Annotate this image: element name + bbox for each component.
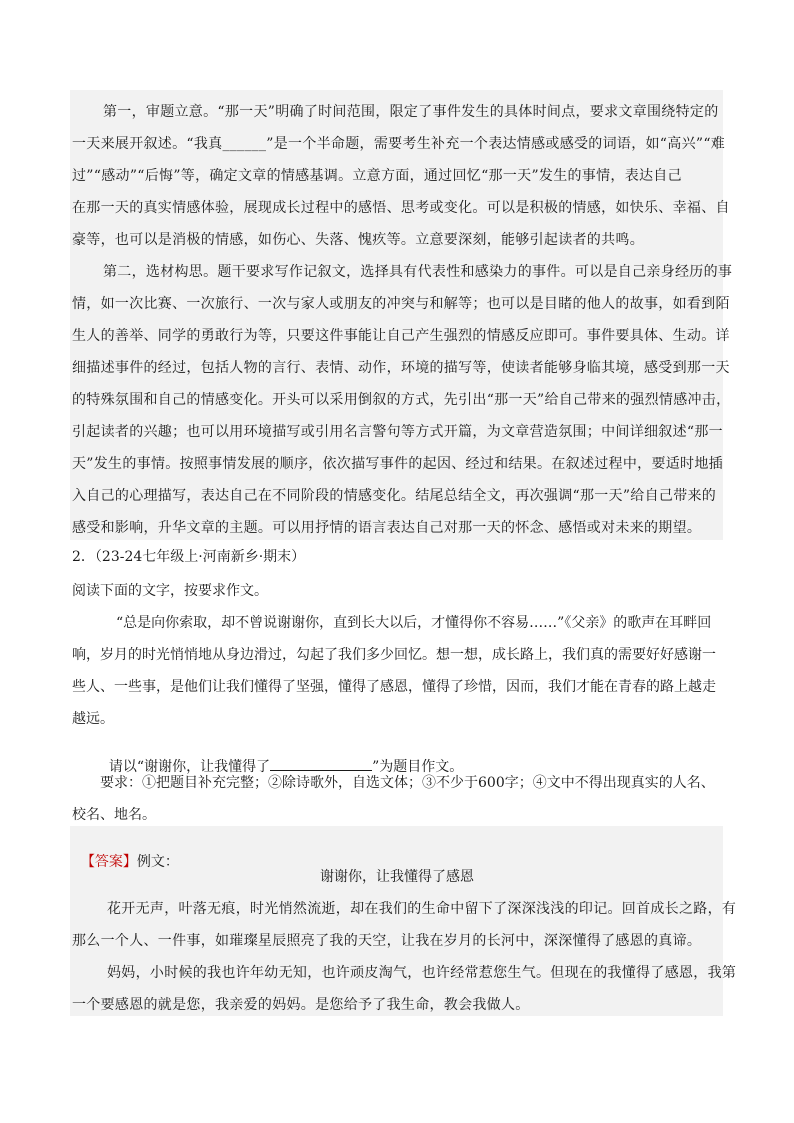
answer-label: 【答案】 [80,854,137,870]
question-prompt [100,740,463,776]
text-line: 细描述事件的经过，包括人物的言行、表情、动作，环境的描写等，使读者能够身临其境，感受到那一天 [72,360,730,376]
text-line: 情，如一次比赛、一次旅行、一次与家人或朋友的冲突与和解等；也可以是目睹的他人的故事，如看到陌 [72,296,730,312]
question-instruction: 阅读下面的文字，按要求作文。 [72,583,268,599]
text-line: 感受和影响，升华文章的主题。可以用抒情的语言表达自己对那一天的怀念、感悟或对未来的期望。 [72,520,702,536]
text-line: 一个要感恩的就是您，我亲爱的妈妈。是您给予了我生命，教会我做人。 [72,997,530,1013]
text-line: 天”发生的事情。按照事情发展的顺序，依次描写事件的起因、经过和结果。在叙述过程中，要适时地插 [72,456,723,472]
text-line: 引起读者的兴趣；也可以用环境描写或引用名言警句等方式开篇，为文章营造氛围；中间详细叙述“那一 [72,424,723,440]
text-line: “总是向你索取，却不曾说谢谢你，直到长大以后，才懂得你不容易……”《父亲》的歌声在耳畔回 [116,615,712,631]
text-line: 一天来展开叙述。“我真______”是一个半命题，需要考生补充一个表达情感或感受的词语，如“高兴”“难 [72,136,726,152]
text-line: 花开无声，叶落无痕，时光悄然流逝，却在我们的生命中留下了深深浅浅的印记。回首成长之路，有 [107,901,737,917]
text-line: 些人、一些事，是他们让我们懂得了坚强，懂得了感恩，懂得了珍惜，因而，我们才能在青春的路上越走 [72,679,716,695]
prompt-suffix: ”为题目作文。 [372,759,464,775]
text-line: 在那一天的真实情感体验，展现成长过程中的感悟、思考或变化。可以是积极的情感，如快乐、幸福、自 [72,200,730,216]
text-line: 入自己的心理描写，表达自己在不同阶段的情感变化。结尾总结全文，再次强调“那一天”给自己带来的 [72,488,717,504]
text-line: 妈妈，小时候的我也许年幼无知，也许顽皮淘气，也许经常惹您生气。但现在的我懂得了感恩，我第 [107,965,737,981]
text-line: 生人的善举、同学的勇敢行为等，只要这件事能让自己产生强烈的情感反应即可。事件要具体、生动。详 [72,328,730,344]
question-number: 2．（23-24七年级上·河南新乡·期末） [72,549,306,565]
text-line: 响，岁月的时光悄悄地从身边滑过，勾起了我们多少回忆。想一想，成长路上，我们真的需要好好感谢一 [72,647,716,663]
text-line: 过”“感动”“后悔”等，确定文章的情感基调。立意方面，通过回忆“那一天”发生的事情，表达自己 [72,168,682,184]
text-line: 校名、地名。 [72,807,156,823]
answer-blank [270,770,372,771]
prompt-prefix: 请以“谢谢你，让我懂得了 [108,759,271,775]
text-line: 要求：①把题目补充完整；②除诗歌外，自选文体；③不少于600字；④文中不得出现真实的人名、 [100,775,715,791]
text-line: 越远。 [72,711,114,727]
answer-label-suffix: 例文： [136,854,179,870]
text-line: 的特殊氛围和自己的情感变化。开头可以采用倒叙的方式，先引出“那一天”给自己带来的强烈情感冲击， [72,392,731,408]
text-line: 那么一个人、一件事，如璀璨星辰照亮了我的天空，让我在岁月的长河中，深深懂得了感恩的真谛。 [72,933,702,949]
essay-title: 谢谢你，让我懂得了感恩 [320,869,474,885]
text-line: 第二，选材构思。题干要求写作记叙文，选择具有代表性和感染力的事件。可以是自己亲身经历的事 [103,264,733,280]
text-line: 豪等，也可以是消极的情感，如伤心、失落、愧疚等。立意要深刻，能够引起读者的共鸣。 [72,232,644,248]
text-line: 第一，审题立意。“那一天”明确了时间范围，限定了事件发生的具体时间点，要求文章围绕特定的 [103,104,719,120]
